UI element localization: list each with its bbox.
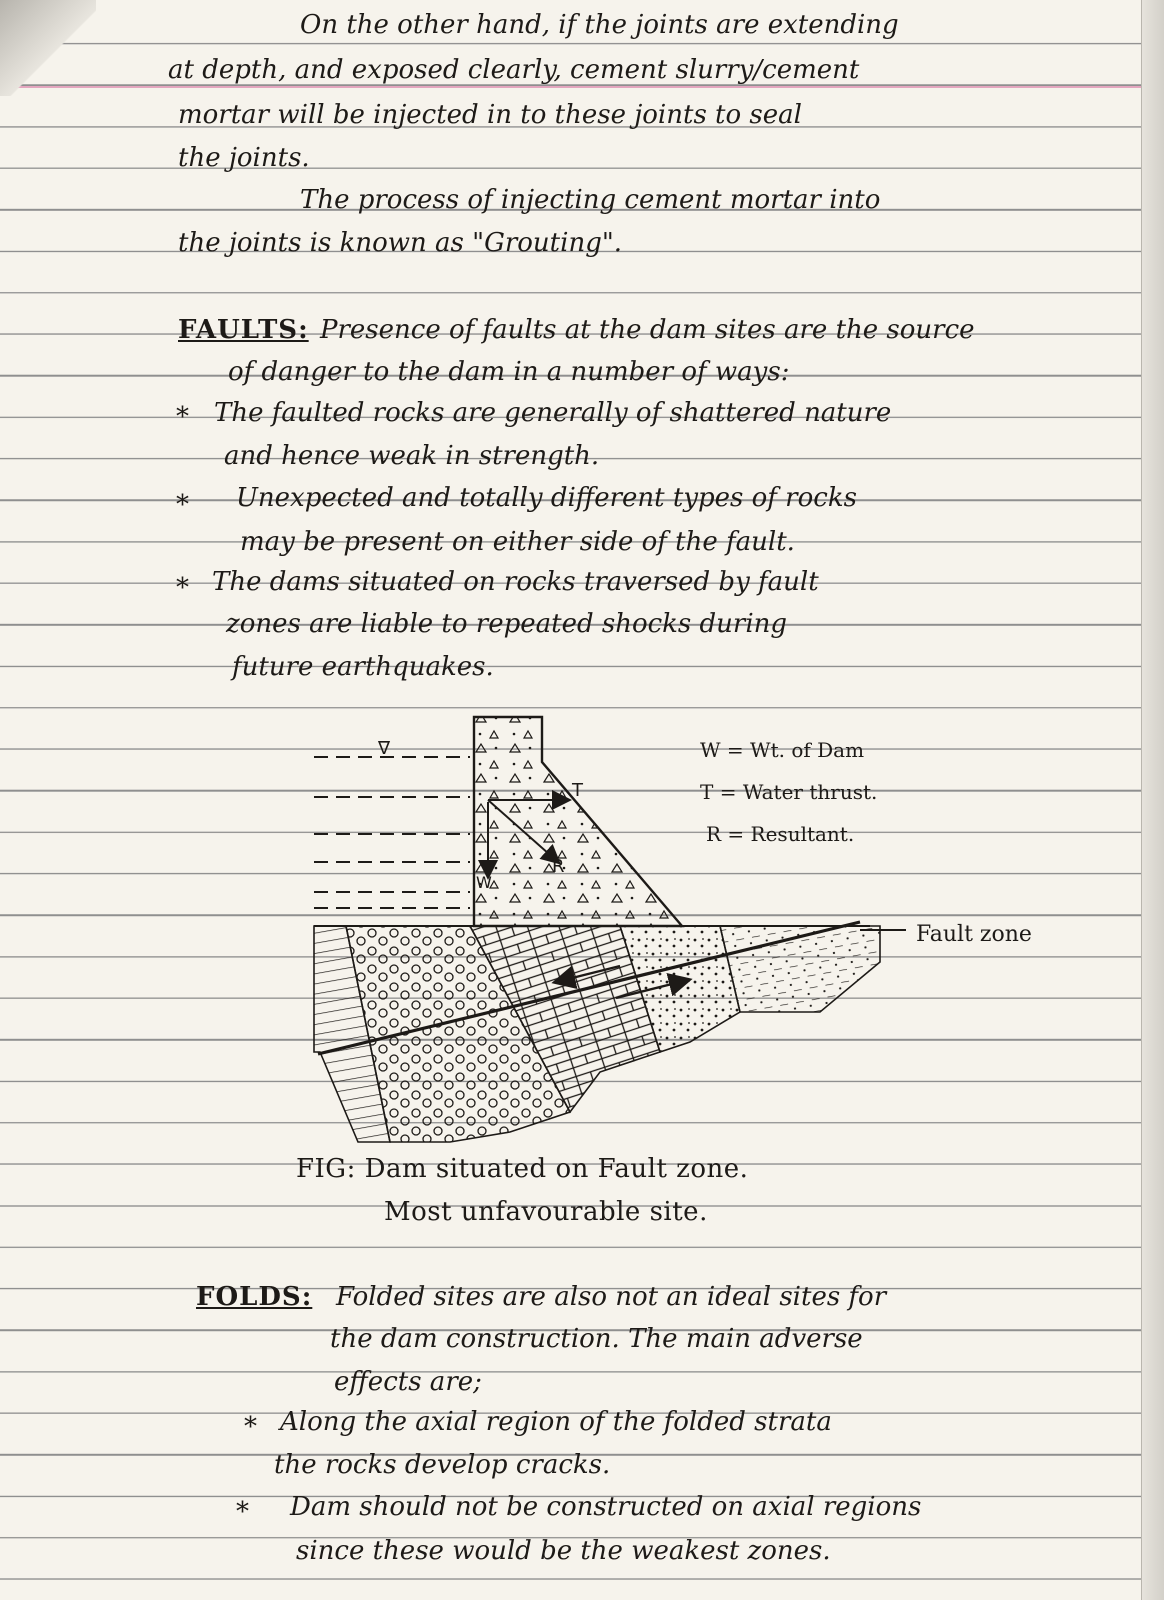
folds-bullet-2-line-1: Dam should not be constructed on axial regions (290, 1492, 922, 1522)
folds-heading: FOLDS: (196, 1282, 313, 1312)
legend-thrust: T = Water thrust. (700, 780, 878, 804)
resultant-label: R (552, 856, 565, 877)
faults-bullet-3-line-2: zones are liable to repeated shocks during (226, 609, 788, 639)
dam-body (474, 717, 682, 926)
faults-bullet-2-line-1: Unexpected and totally different types of rocks (236, 483, 857, 513)
joints-line-4: the joints. (178, 143, 310, 173)
stratum-siltstone (720, 926, 880, 1012)
figure-caption-line-2: Most unfavourable site. (384, 1197, 708, 1227)
bullet-star-icon: * (176, 402, 189, 432)
reservoir-water-lines (314, 757, 470, 908)
faults-bullet-1-line-1: The faulted rocks are generally of shattered nature (214, 398, 892, 428)
folds-intro-line-2: the dam construction. The main adverse (330, 1324, 863, 1354)
faults-intro-line-1: Presence of faults at the dam sites are the source (320, 315, 975, 345)
weight-label: W (476, 873, 492, 892)
bullet-star-icon: * (244, 1412, 257, 1442)
figure-caption-line-1: FIG: Dam situated on Fault zone. (296, 1154, 749, 1184)
folds-bullet-1-line-2: the rocks develop cracks. (274, 1450, 611, 1480)
faults-heading: FAULTS: (178, 315, 309, 345)
water-level-icon: ∇ (378, 738, 391, 759)
bullet-star-icon: * (176, 490, 189, 520)
faults-intro-line-2: of danger to the dam in a number of ways: (228, 357, 790, 387)
faults-bullet-3-line-1: The dams situated on rocks traversed by fault (212, 567, 819, 597)
thrust-label: T (572, 780, 583, 801)
folds-bullet-2-line-2: since these would be the weakest zones. (296, 1536, 831, 1566)
folds-bullet-1-line-1: Along the axial region of the folded strata (280, 1407, 832, 1437)
faults-bullet-3-line-3: future earthquakes. (232, 652, 494, 682)
folds-intro-line-3: effects are; (334, 1367, 482, 1397)
faults-bullet-2-line-2: may be present on either side of the fault. (240, 527, 795, 557)
joints-line-1: On the other hand, if the joints are extending (300, 10, 899, 40)
grouting-line-1: The process of injecting cement mortar into (300, 185, 881, 215)
fault-zone-label: Fault zone (916, 922, 1032, 947)
joints-line-2: at depth, and exposed clearly, cement slurry/cement (168, 55, 860, 85)
margin-line (0, 86, 1164, 88)
bullet-star-icon: * (176, 573, 189, 603)
faults-bullet-1-line-2: and hence weak in strength. (224, 441, 600, 471)
dog-ear-corner (0, 0, 96, 96)
legend-resultant: R = Resultant. (706, 822, 855, 846)
legend-weight: W = Wt. of Dam (700, 738, 865, 762)
page-edge (1141, 0, 1164, 1600)
joints-line-3: mortar will be injected in to these joints to seal (178, 100, 802, 130)
grouting-line-2: the joints is known as "Grouting". (178, 228, 623, 258)
bullet-star-icon: * (236, 1497, 249, 1527)
folds-intro-line-1: Folded sites are also not an ideal sites for (336, 1282, 887, 1312)
